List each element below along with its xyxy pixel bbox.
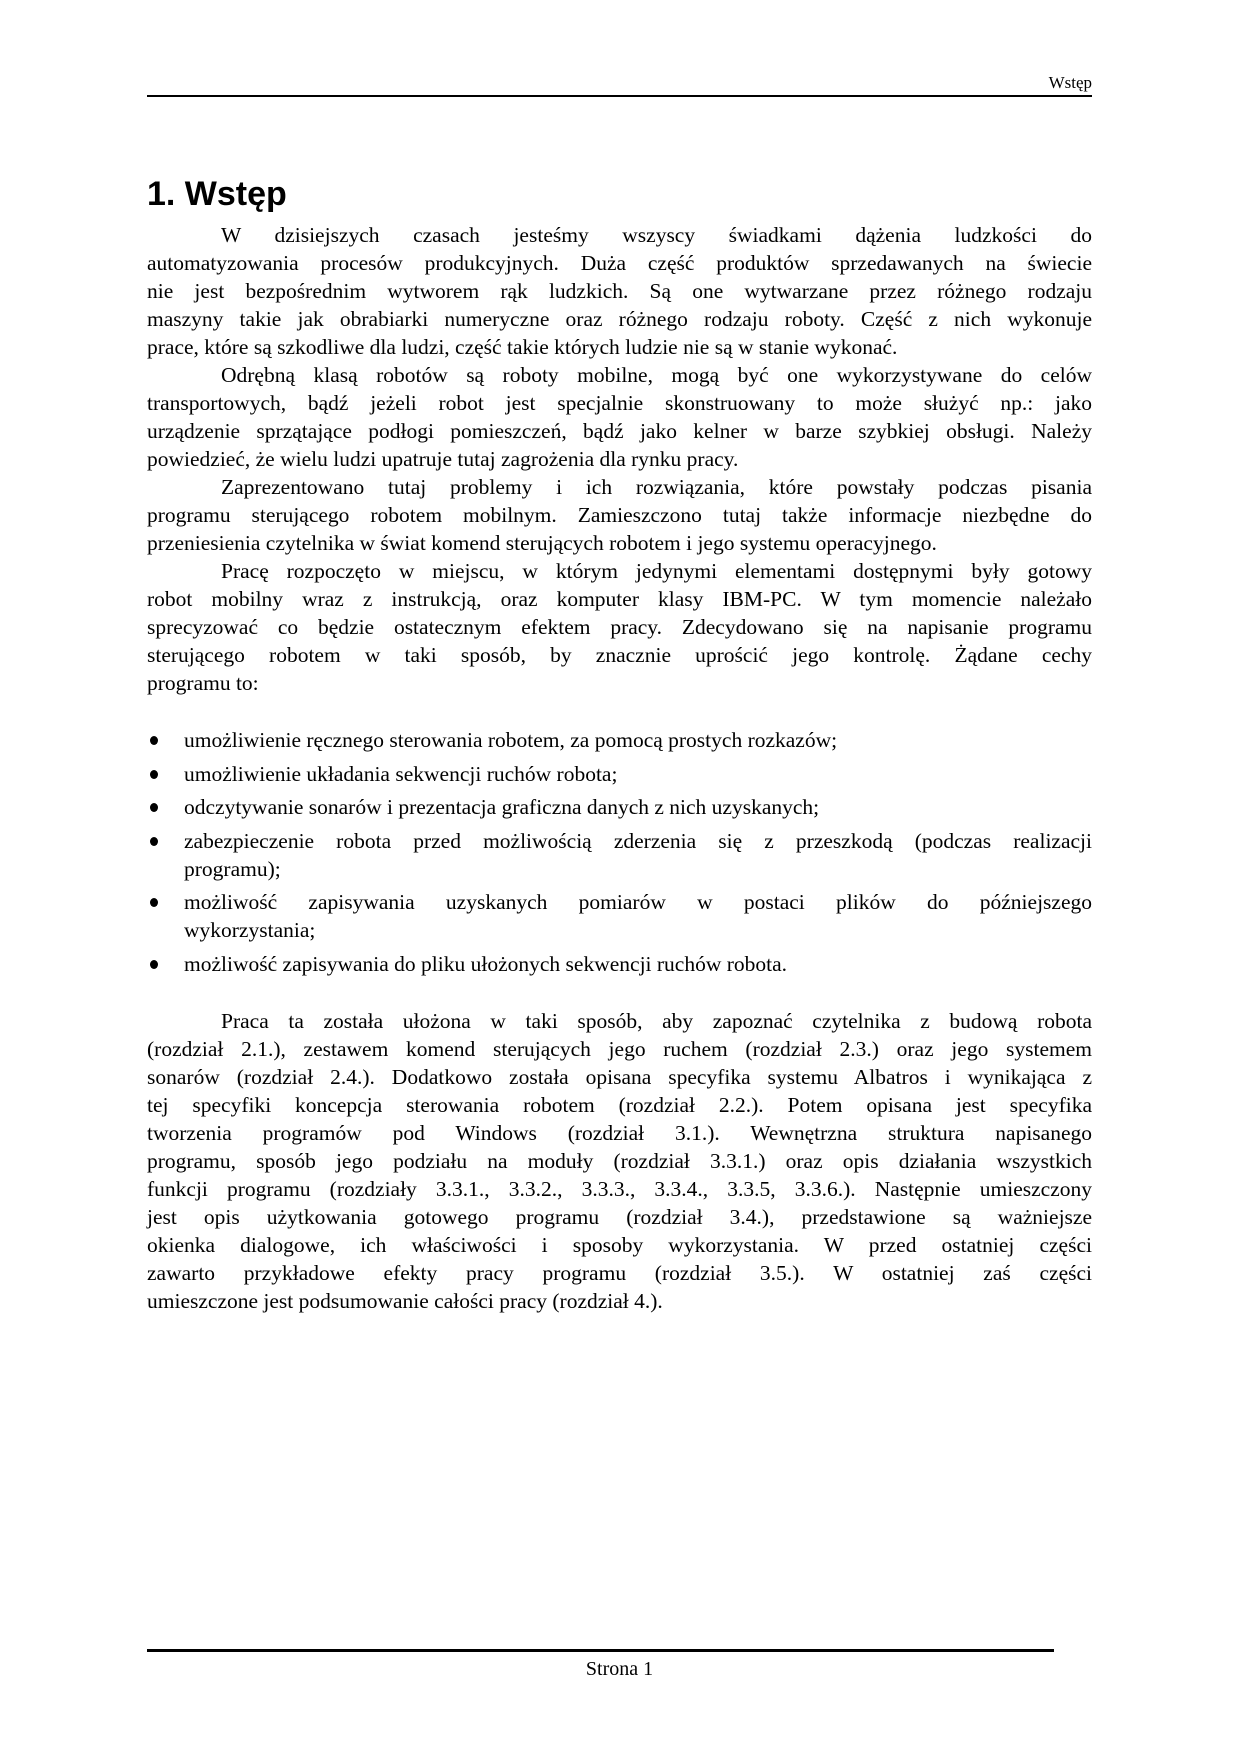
- text-line: zabezpieczenie robota przed możliwością zderzenia się z przeszkodą (podczas realizacji: [184, 828, 1092, 853]
- chapter-title: 1. Wstęp: [147, 175, 287, 213]
- text-line: programu);: [184, 856, 281, 881]
- text-line: programu to:: [147, 671, 259, 695]
- text-line: jest opis użytkowania gotowego programu (rozdział 3.4.), przedstawione są ważniejsze: [147, 1204, 1092, 1229]
- text-line: możliwość zapisywania do pliku ułożonych sekwencji ruchów robota.: [184, 951, 788, 976]
- text-line: sonarów (rozdział 2.4.). Dodatkowo została opisana specyfika systemu Albatros i wynikająca z: [147, 1064, 1092, 1089]
- text-line: Pracę rozpoczęto w miejscu, w którym jedynymi elementami dostępnymi były gotowy: [221, 559, 1092, 583]
- running-header: Wstęp: [1048, 73, 1092, 92]
- paragraph: [147, 557, 1092, 697]
- paragraph: [147, 1007, 1092, 1315]
- page-number: Strona 1: [585, 1658, 654, 1680]
- text-line: robot mobilny wraz z instrukcją, oraz komputer klasy IBM-PC. W tym momencie należało: [147, 587, 1092, 611]
- list-item: [147, 793, 1092, 821]
- list-item: [147, 760, 1092, 788]
- text-line: transportowych, bądź jeżeli robot jest specjalnie skonstruowany to może służyć np.: jako: [147, 391, 1092, 415]
- text-line: odczytywanie sonarów i prezentacja graficzna danych z nich uzyskanych;: [184, 795, 820, 819]
- feature-list: [147, 726, 1092, 978]
- header-rule: [147, 95, 1092, 97]
- bullet-icon: [150, 837, 158, 846]
- text-line: umożliwienie układania sekwencji ruchów robota;: [184, 761, 618, 786]
- list-item: [147, 950, 1092, 978]
- text-line: Praca ta została ułożona w taki sposób, aby zapoznać czytelnika z budową robota: [221, 1008, 1092, 1033]
- text-line: tej specyfiki koncepcja sterowania robotem (rozdział 2.2.). Potem opisana jest specyfika: [147, 1092, 1092, 1117]
- text-line: (rozdział 2.1.), zestawem komend sterujących jego ruchem (rozdział 2.3.) oraz jego systemem: [147, 1036, 1092, 1061]
- text-line: sprecyzować co będzie ostatecznym efektem pracy. Zdecydowano się na napisanie programu: [147, 615, 1092, 639]
- outline-paragraphs: [147, 1007, 1092, 1315]
- bullet-icon: [150, 803, 158, 812]
- text-line: W dzisiejszych czasach jesteśmy wszyscy świadkami dążenia ludzkości do: [221, 223, 1092, 247]
- text-line: prace, które są szkodliwe dla ludzi, część takie których ludzie nie są w stanie wykonać.: [147, 335, 898, 359]
- paragraph: [147, 473, 1092, 557]
- text-line: programu, sposób jego podziału na moduły (rozdział 3.3.1.) oraz opis działania wszystkich: [147, 1148, 1092, 1173]
- text-line: powiedzieć, że wielu ludzi upatruje tutaj zagrożenia dla rynku pracy.: [147, 447, 739, 471]
- document-body: [147, 221, 1092, 1315]
- bullet-icon: [150, 770, 158, 779]
- text-line: okienka dialogowe, ich właściwości i sposoby wykorzystania. W przed ostatniej części: [147, 1232, 1092, 1257]
- text-line: wykorzystania;: [184, 918, 316, 942]
- text-line: sterującego robotem w taki sposób, by znacznie uprościć jego kontrolę. Żądane cechy: [147, 643, 1092, 667]
- bullet-icon: [150, 960, 158, 969]
- list-item: [147, 726, 1092, 754]
- text-line: umieszczone jest podsumowanie całości pracy (rozdział 4.).: [147, 1288, 663, 1313]
- list-item: [147, 827, 1092, 883]
- text-line: Odrębną klasą robotów są roboty mobilne, mogą być one wykorzystywane do celów: [221, 363, 1092, 387]
- text-line: maszyny takie jak obrabiarki numeryczne oraz różnego rodzaju roboty. Część z nich wykonuje: [147, 307, 1092, 331]
- text-line: programu sterującego robotem mobilnym. Zamieszczono tutaj także informacje niezbędne do: [147, 503, 1092, 527]
- paragraph: [147, 221, 1092, 361]
- paragraph: [147, 361, 1092, 473]
- text-line: automatyzowania procesów produkcyjnych. Duża część produktów sprzedawanych na świecie: [147, 251, 1092, 275]
- footer-rule: [147, 1649, 1054, 1652]
- text-line: tworzenia programów pod Windows (rozdział 3.1.). Wewnętrzna struktura napisanego: [147, 1120, 1092, 1145]
- intro-paragraphs: [147, 221, 1092, 697]
- text-line: umożliwienie ręcznego sterowania robotem, za pomocą prostych rozkazów;: [184, 728, 838, 752]
- list-item: [147, 888, 1092, 944]
- bullet-icon: [150, 736, 158, 745]
- text-line: funkcji programu (rozdziały 3.3.1., 3.3.2., 3.3.3., 3.3.4., 3.3.5, 3.3.6.). Następnie umieszczony: [147, 1176, 1092, 1201]
- text-line: zawarto przykładowe efekty pracy programu (rozdział 3.5.). W ostatniej zaś części: [147, 1260, 1092, 1285]
- text-line: urządzenie sprzątające podłogi pomieszczeń, bądź jako kelner w barze szybkiej obsługi. Należy: [147, 419, 1092, 443]
- text-line: przeniesienia czytelnika w świat komend sterujących robotem i jego systemu operacyjnego.: [147, 531, 937, 555]
- text-line: nie jest bezpośrednim wytworem rąk ludzkich. Są one wytwarzane przez różnego rodzaju: [147, 279, 1092, 303]
- text-line: Zaprezentowano tutaj problemy i ich rozwiązania, które powstały podczas pisania: [221, 475, 1092, 499]
- text-line: możliwość zapisywania uzyskanych pomiarów w postaci plików do późniejszego: [184, 890, 1092, 914]
- bullet-icon: [150, 898, 158, 907]
